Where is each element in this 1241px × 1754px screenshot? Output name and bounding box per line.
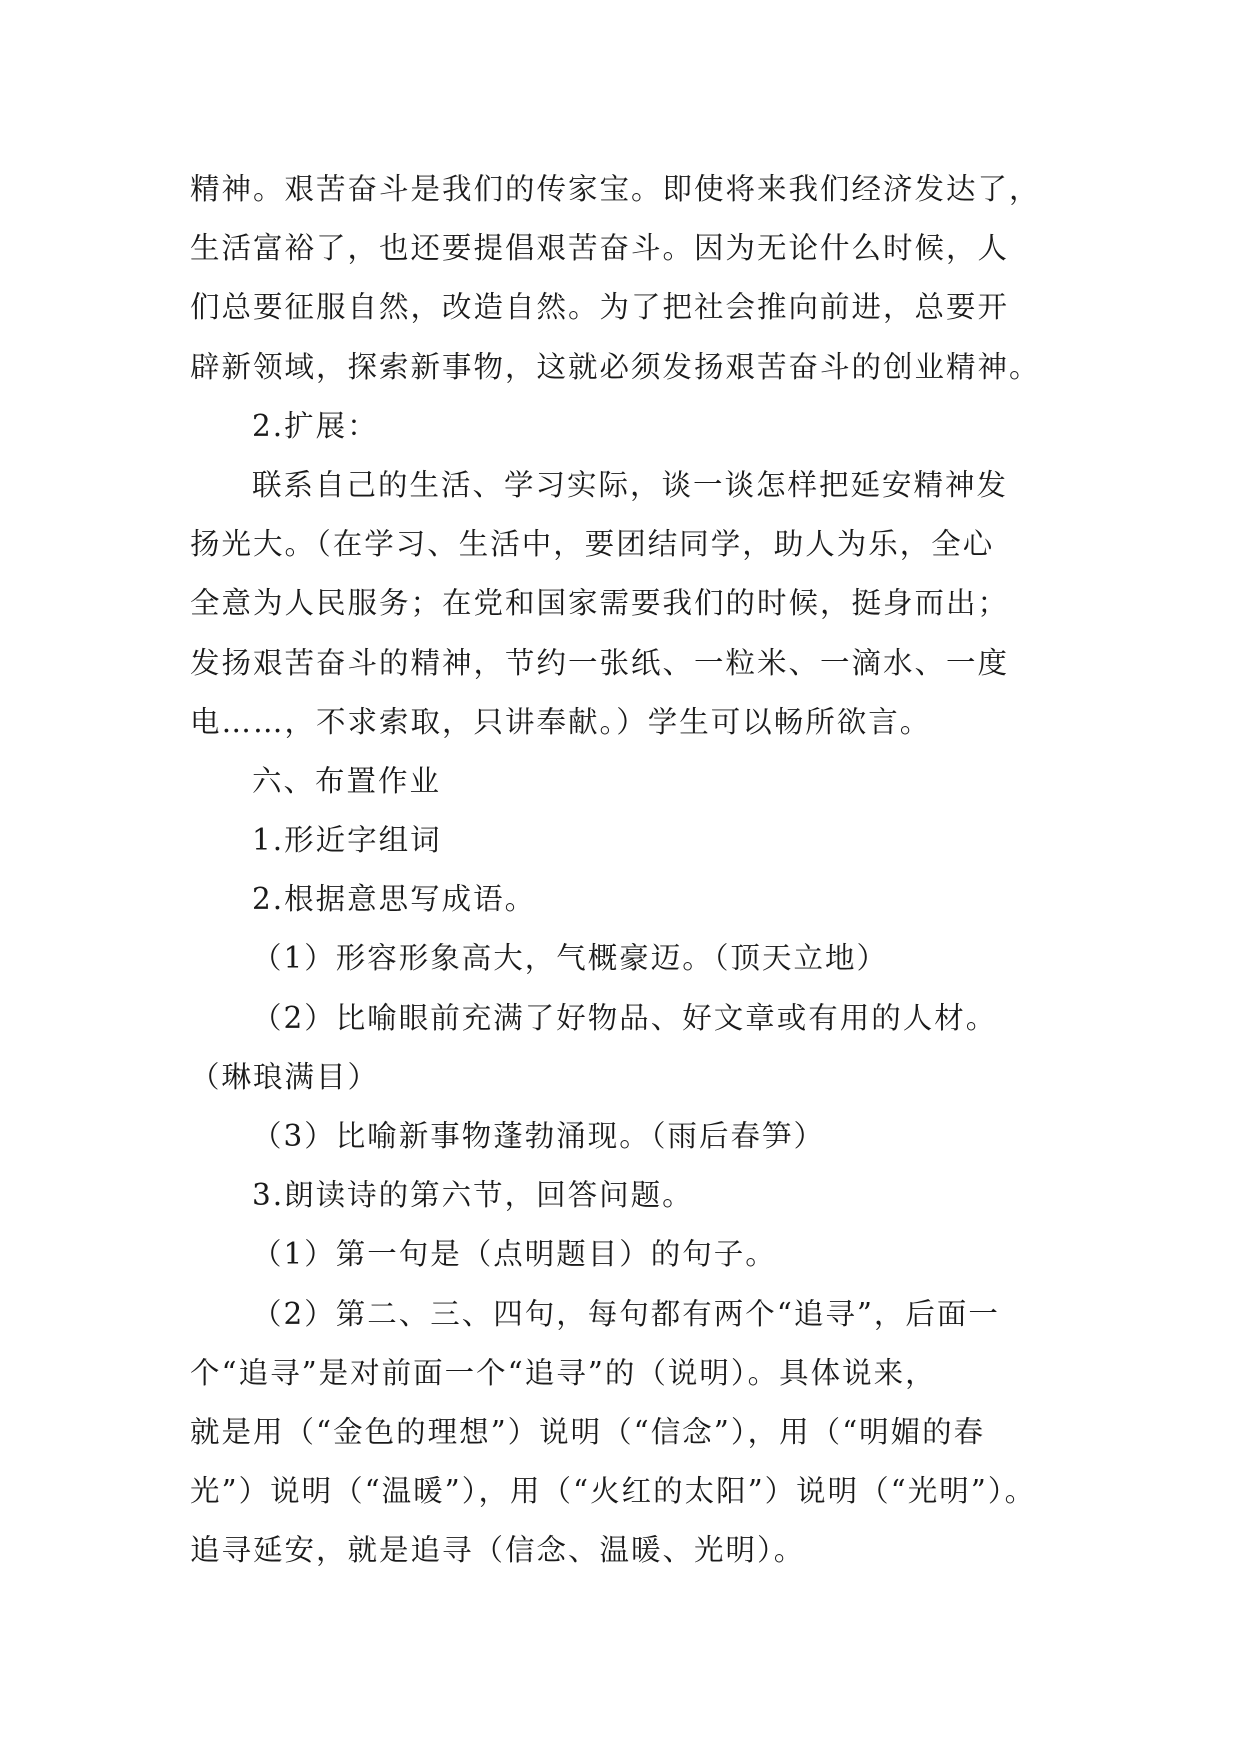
text-line: 精神。艰苦奋斗是我们的传家宝。即使将来我们经济发达了， — [190, 172, 1041, 206]
text-line: 生活富裕了，也还要提倡艰苦奋斗。因为无论什么时候，人 — [190, 231, 1010, 266]
text-line: 追寻延安，就是追寻（信念、温暖、光明）。 — [190, 1533, 806, 1568]
text-line: 联系自己的生活、学习实际，谈一谈怎样把延安精神发 — [252, 467, 1009, 502]
text-line: 光”）说明（“温暖”），用（“火红的太阳”）说明（“光明”）。 — [190, 1474, 1037, 1509]
text-line: 个“追寻”是对前面一个“追寻”的（说明）。具体说来， — [190, 1355, 937, 1390]
list-item: 1.形近字组词 — [252, 823, 442, 858]
text-line: 就是用（“金色的理想”）说明（“信念”），用（“明媚的春 — [190, 1414, 986, 1449]
text-line: 全意为人民服务；在党和国家需要我们的时候，挺身而出； — [190, 586, 1010, 621]
sub-list-item: （2）比喻眼前充满了好物品、好文章或有用的人材。 — [252, 1000, 998, 1035]
text-line: （琳琅满目） — [190, 1059, 380, 1094]
sub-list-item: （2）第二、三、四句，每句都有两个“追寻”，后面一 — [252, 1296, 1000, 1331]
text-line: 们总要征服自然，改造自然。为了把社会推向前进，总要开 — [190, 290, 1010, 325]
text-line: 辟新领域，探索新事物，这就必须发扬艰苦奋斗的创业精神。 — [190, 349, 1041, 384]
sub-list-item: （1）第一句是（点明题目）的句子。 — [252, 1237, 777, 1272]
sub-list-item: （1）形容形象高大，气概豪迈。（顶天立地） — [252, 941, 889, 976]
text-line: 电……，不求索取，只讲奉献。）学生可以畅所欲言。 — [190, 704, 932, 739]
list-item: 3.朗读诗的第六节，回答问题。 — [252, 1178, 694, 1213]
list-item: 2.根据意思写成语。 — [252, 882, 537, 917]
section-heading: 六、布置作业 — [252, 763, 442, 798]
sub-list-item: （3）比喻新事物蓬勃涌现。（雨后春笋） — [252, 1119, 826, 1153]
section-heading: 2.扩展： — [252, 408, 379, 443]
text-line: 扬光大。（在学习、生活中，要团结同学，助人为乐，全心 — [190, 527, 995, 562]
document-body — [190, 160, 1070, 1581]
text-line: 发扬艰苦奋斗的精神，节约一张纸、一粒米、一滴水、一度 — [190, 645, 1010, 680]
